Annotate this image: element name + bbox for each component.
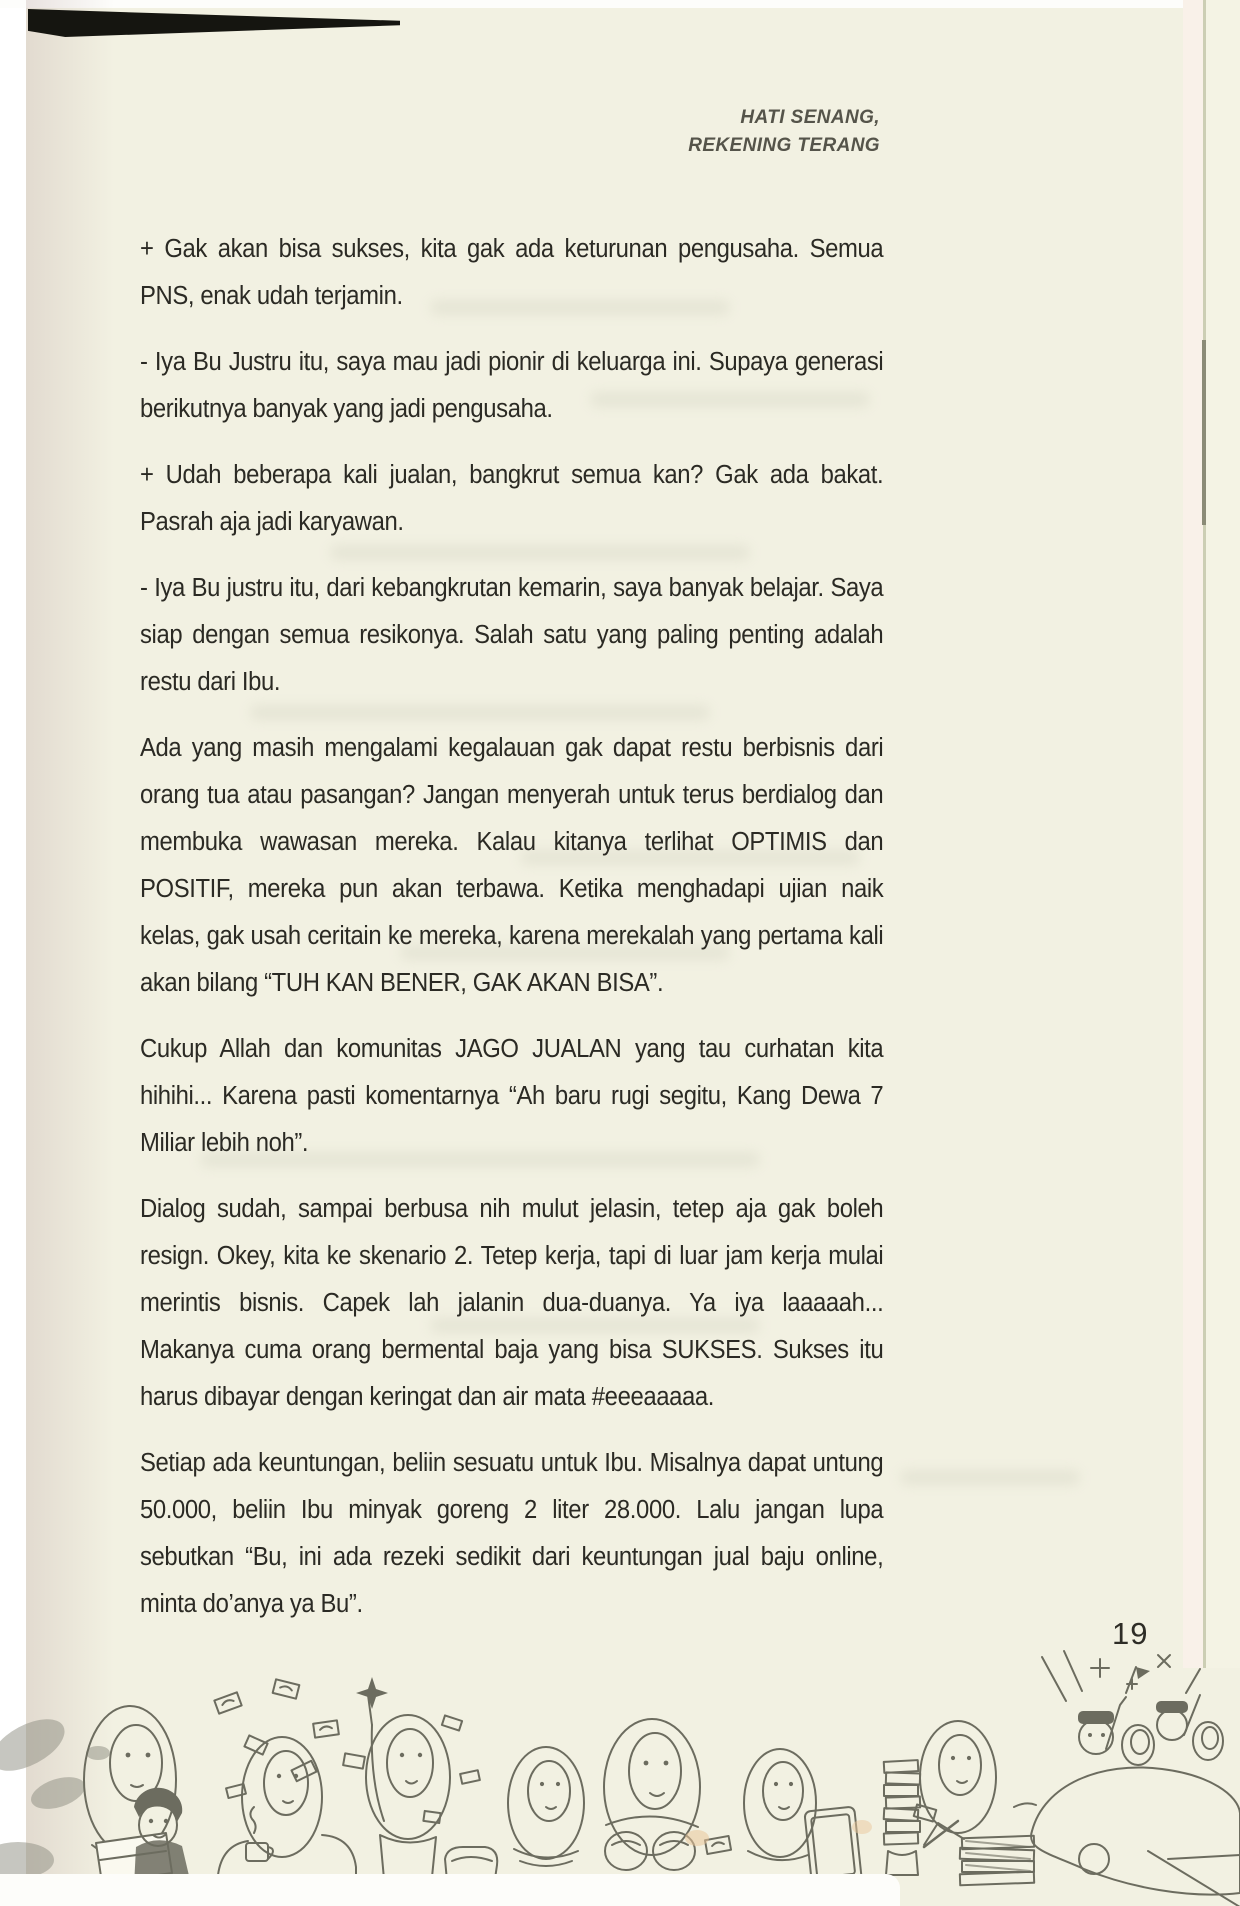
paragraph: Setiap ada keuntungan, beliin sesuatu untuk Ibu. Misalnya dapat untung 50.000, beliin Ibu minyak goreng 2 liter 28.000. Lalu jangan lupa sebutkan “Bu, ini ada rezeki sedikit dari keuntungan jual baju online, minta do’anya ya Bu”. — [140, 1449, 884, 1618]
doodle-woman-counting-money — [920, 1721, 1034, 1885]
running-header-line2: REKENING TERANG — [688, 135, 880, 156]
doodle-passenger-hijab — [1122, 1725, 1154, 1765]
doodle-woman-arms-crossed — [508, 1747, 584, 1866]
doodle-sparkles — [1091, 1655, 1170, 1689]
bleed-through-smudge — [900, 1470, 1080, 1485]
doodle-boy — [134, 1788, 190, 1886]
paragraph: Ada yang masih mengalami kegalauan gak dapat restu berbisnis dari orang tua atau pasangan? Jangan menyerah untuk terus berdialog dan membuka wawasan mereka. Kalau kitanya terlihat OPTIMIS dan POSITIF, mereka pun akan terbawa. Ketika menghadapi ujian naik kelas, gak usah ceritain ke mereka, karena merekalah yang pertama kali akan bilang “TUH KAN BENER, GAK AKAN BISA”. — [140, 734, 884, 997]
scan-left-shadow — [26, 0, 114, 1906]
paragraph: + Gak akan bisa sukses, kita gak ada keturunan pengusaha. Semua PNS, enak udah terjamin. — [140, 235, 884, 310]
scan-bottom-margin — [0, 1874, 900, 1906]
doodle-woman-with-tablet — [744, 1749, 862, 1885]
doodle-passenger-hijab — [1193, 1722, 1223, 1760]
doodle-airplane — [1014, 1651, 1240, 1906]
running-header — [520, 104, 880, 160]
doodle-passenger-with-cap — [1078, 1697, 1126, 1754]
doodle-money-stack — [884, 1760, 920, 1875]
scan-top-margin — [0, 0, 1240, 8]
paragraph: Dialog sudah, sampai berbusa nih mulut jelasin, tetep aja gak boleh resign. Okey, kita ke skenario 2. Tetep kerja, tapi di luar jam kerja mulai merintis bisnis. Capek lah jalanin dua-duanya. Ya iya laaaaah... Makanya cuma orang bermental baja yang bisa SUKSES. Sukses itu harus dibayar dengan keringat dan air mata #eeeaaaaa. — [140, 1195, 884, 1411]
paragraph: - Iya Bu justru itu, dari kebangkrutan kemarin, saya banyak belajar. Saya siap dengan semua resikonya. Salah satu yang paling penting adalah restu dari Ibu. — [140, 574, 884, 696]
running-header-line1: HATI SENANG, — [740, 107, 880, 128]
doodle-woman-with-wand — [356, 1677, 497, 1881]
paragraph: + Udah beberapa kali jualan, bangkrut semua kan? Gak ada bakat. Pasrah aja jadi karyawan. — [140, 461, 884, 536]
next-page-sliver — [1206, 0, 1240, 1668]
paragraph: - Iya Bu Justru itu, saya mau jadi pionir di keluarga ini. Supaya generasi berikutnya banyak yang jadi pengusaha. — [140, 348, 884, 423]
footer-illustration — [0, 1645, 1240, 1906]
page-gutter-strip — [1183, 0, 1203, 1668]
body-text — [140, 226, 883, 1647]
page-number: 19 — [1112, 1616, 1149, 1651]
paragraph: Cukup Allah dan komunitas JAGO JUALAN yang tau curhatan kita hihihi... Karena pasti komentarnya “Ah baru rugi segitu, Kang Dewa 7 Miliar lebih noh”. — [140, 1035, 884, 1157]
doodle-woman-holding-plates — [604, 1719, 700, 1870]
scan-color-spots — [685, 1820, 872, 1846]
